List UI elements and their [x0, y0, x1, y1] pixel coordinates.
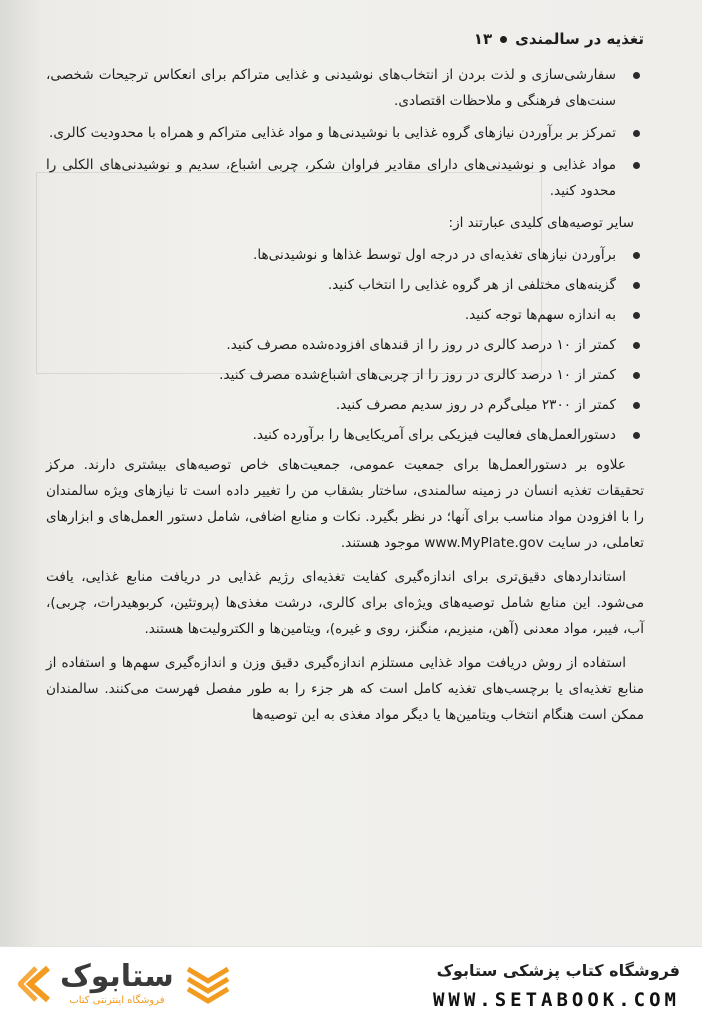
list-item: کمتر از ۱۰ درصد کالری در روز را از قندهای افزوده‌شده مصرف کنید. — [46, 332, 644, 358]
book-stack-icon — [184, 959, 232, 1009]
header-dot-icon — [500, 36, 507, 43]
key-recommendations-intro: سایر توصیه‌های کلیدی عبارتند از: — [448, 215, 634, 231]
logo-tagline: فروشگاه اینترنتی کتاب — [69, 995, 165, 1006]
top-bullet-list — [46, 62, 644, 204]
page-body — [46, 62, 644, 736]
list-item: کمتر از ۱۰ درصد کالری در روز را از چربی‌های اشباع‌شده مصرف کنید. — [46, 362, 644, 388]
store-url-link[interactable]: WWW.SETABOOK.COM — [432, 989, 680, 1011]
list-item: برآوردن نیازهای تغذیه‌ای در درجه اول توسط غذاها و نوشیدنی‌ها. — [46, 242, 644, 268]
list-item: کمتر از ۲۳۰۰ میلی‌گرم در روز سدیم مصرف کنید. — [46, 392, 644, 418]
watermark-footer — [0, 946, 702, 1025]
list-item: دستورالعمل‌های فعالیت فیزیکی برای آمریکایی‌ها را برآورده کنید. — [46, 422, 644, 448]
store-name: فروشگاه کتاب پزشکی ستابوک — [436, 961, 680, 980]
running-header — [40, 30, 644, 48]
double-chevron-icon — [18, 964, 52, 1004]
paragraph: علاوه بر دستورالعمل‌ها برای جمعیت عمومی، جمعیت‌های خاص توصیه‌های بیشتری دارند. مرکز تحقیقات تغذیه انسان در زمینه سالمندی، ساختار بشقاب من را تغییر داده است تا نیازهای ویژه سالمندان را با افزودن مواد مناسب برای آنها؛ در نظر بگیرد. نکات و منابع اضافی، شامل دستور العمل‌های و ابزارهای تعاملی، در سایت www.MyPlate.gov موجود هستند. — [46, 457, 644, 551]
key-bullet-list — [46, 242, 644, 448]
store-info — [433, 959, 680, 1015]
list-item: مواد غذایی و نوشیدنی‌های دارای مقادیر فراوان شکر، چربی اشباع، سدیم و نوشیدنی‌های الکلی را محدود کنید. — [46, 152, 644, 204]
logo-name: ستابوک — [60, 959, 174, 994]
paragraph: استانداردهای دقیق‌تری برای اندازه‌گیری کفایت تغذیه‌ای رژیم غذایی در دریافت منابع غذایی، یافت می‌شود. این منابع شامل توصیه‌های ویژه‌ای برای کالری، درشت مغذی‌ها (پروتئین، کربوهیدرات، چربی)، آب، فیبر، مواد معدنی (آهن، منیزیم، منگنز، روی و غیره)، ویتامین‌ها و الکترولیت‌ها هستند. — [46, 569, 644, 637]
setabook-logo[interactable] — [18, 959, 232, 1009]
list-item: گزینه‌های مختلفی از هر گروه غذایی را انتخاب کنید. — [46, 272, 644, 298]
list-item: سفارشی‌سازی و لذت بردن از انتخاب‌های نوشیدنی و غذایی متراکم برای انعکاس ترجیحات شخصی، سنت‌های فرهنگی و ملاحظات اقتصادی. — [46, 62, 644, 114]
list-item: تمرکز بر برآوردن نیازهای گروه غذایی با نوشیدنی‌ها و مواد غذایی متراکم و همراه با محدودیت کالری. — [46, 120, 644, 146]
list-item: به اندازه سهم‌ها توجه کنید. — [46, 302, 644, 328]
page-number: ۱۳ — [473, 30, 493, 48]
page-title: تغذیه در سالمندی — [515, 30, 644, 48]
paragraph: استفاده از روش دریافت مواد غذایی مستلزم اندازه‌گیری دقیق وزن و اندازه‌گیری سهم‌ها و استفاده از منابع تغذیه‌ای یا برچسب‌های تغذیه کامل است که هر جزء را به طور مفصل فهرست می‌کنند. سالمندان ممکن است هنگام انتخاب ویتامین‌ها یا دیگر مواد مغذی به این توصیه‌ها — [46, 655, 644, 723]
